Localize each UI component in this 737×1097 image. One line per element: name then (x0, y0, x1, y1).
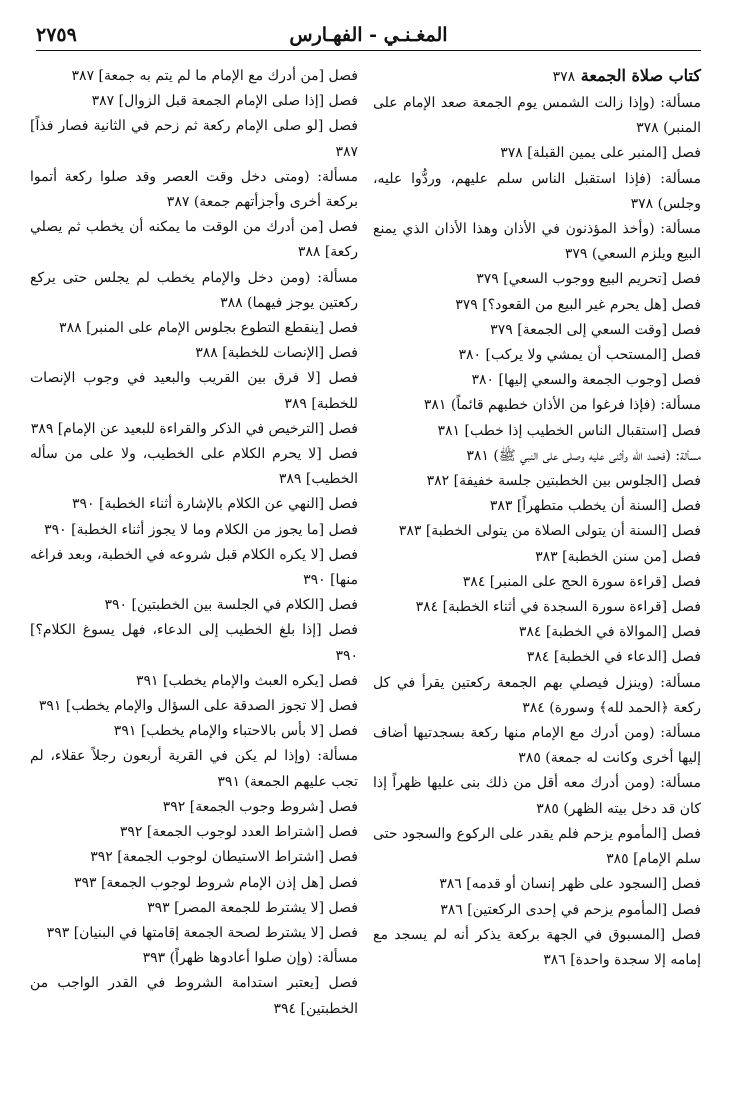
entry-page-ref: ٣٨١ (466, 447, 489, 464)
entry-page-ref: ٣٨٣ (535, 548, 558, 565)
index-entry (373, 721, 701, 771)
index-entry (373, 141, 701, 166)
right-column (373, 64, 701, 1079)
index-entry (30, 366, 358, 416)
entry-text: فصل [إذا صلى الإمام الجمعة قبل الزوال] (118, 93, 358, 110)
index-entry (373, 267, 701, 292)
entry-page-ref: ٣٩٣ (147, 899, 170, 916)
index-entry (30, 442, 358, 492)
entry-text: فصل [المنبر على يمين القبلة] (527, 145, 701, 162)
entry-text: فصل [وقت السعي إلى الجمعة] (517, 321, 701, 338)
index-entry (373, 444, 701, 469)
index-entry (30, 316, 358, 341)
entry-text: فصل [من أدرك مع الإمام ما لم يتم به جمعة] (98, 68, 358, 84)
entry-page-ref: ٣٨٤ (518, 624, 542, 641)
index-entry (30, 215, 358, 265)
entry-page-ref: ٣٨٣ (489, 498, 513, 515)
index-entry (373, 595, 701, 620)
entry-text: فصل [يكره العبث والإمام يخطب] (163, 672, 358, 689)
entry-page-ref: ٣٩٠ (71, 496, 95, 513)
entry-text: مسألة: (وإذا لم يكن في القرية أربعون رجلاً عقلاء، لم تجب عليهم الجمعة) (30, 748, 358, 790)
entry-page-ref: ٣٩٠ (335, 647, 358, 664)
entry-text: فصل [لا يحرم الكلام على الخطيب، ولا على من سأله الخطيب] (30, 446, 358, 488)
entry-page-ref: ٣٨٩ (284, 395, 307, 412)
chapter-title-text: كتاب صلاة الجمعة (580, 66, 701, 85)
index-entry (30, 694, 358, 719)
entry-text: فصل [ما يجوز من الكلام وما لا يجوز أثناء الخطبة] (71, 521, 358, 538)
entry-text: فصل [لا فرق بين القريب والبعيد في وجوب الإنصات للخطبة] (30, 370, 358, 412)
entry-page-ref: ٣٨٥ (536, 800, 559, 817)
entry-text: مسألة: (ومن أدرك معه أقل من ذلك بنى عليها ظهراً إذا كان قد دخل بيته الظهر) (373, 775, 701, 817)
entry-page-ref: ٣٨٨ (297, 244, 321, 261)
entry-text: مسألة: (ومن أدرك مع الإمام منها ركعة بسجدتيها أضاف إليها أخرى وكانت له جمعة) (373, 725, 701, 767)
index-entry (373, 519, 701, 544)
entry-page-ref: ٣٨٧ (166, 194, 190, 211)
entry-text: فصل [لا يشترط للجمعة المصر] (174, 899, 358, 916)
entry-page-ref: ٣٨٧ (335, 143, 358, 160)
index-entry (373, 645, 701, 670)
index-entry (30, 518, 358, 543)
entry-page-ref: ٣٩٣ (142, 950, 166, 967)
entry-page-ref: ٣٩١ (113, 723, 137, 740)
entry-text: فصل [ينقطع التطوع بجلوس الإمام على المنبر] (86, 320, 358, 337)
entry-text: مسألة: (فإذا استقبل الناس سلم عليهم، وردُّوا عليه، وجلس) (373, 170, 701, 212)
entry-text: فصل [استقبال الناس الخطيب إذا خطب] (464, 422, 701, 439)
entry-text: فصل [الكلام في الجلسة بين الخطبتين] (131, 597, 358, 614)
index-entry (30, 820, 358, 845)
running-title: المغـنـي - الفهـارس (289, 24, 448, 46)
entry-page-ref: ٣٧٨ (500, 145, 523, 162)
entry-text: فصل [السجود على ظهر إنسان أو قدمه] (466, 876, 701, 893)
index-entry (30, 165, 358, 215)
entry-page-ref: ٣٨٩ (30, 420, 54, 437)
entry-page-ref: ٣٩٠ (303, 572, 326, 589)
index-columns (30, 64, 701, 1079)
index-entry (373, 771, 701, 821)
entry-text: فصل [لو صلى الإمام ركعة ثم زحم في الثانية فصار فذاً] (30, 118, 358, 135)
entry-text: فصل [لا يكره الكلام قبل شروعه في الخطبة، وبعد فراغه منها] (30, 546, 358, 589)
entry-text: مسألة: (وإن صلوا أعادوها ظهراً) (169, 950, 358, 967)
entry-page-ref: ٣٨٤ (462, 573, 486, 590)
index-entry (30, 921, 358, 946)
entry-page-ref: ٣٨٨ (220, 294, 243, 311)
page-header (36, 22, 701, 51)
entry-text: فصل [الترخيص في الذكر والقراءة للبعيد عن الإمام] (57, 420, 358, 437)
index-entry (30, 417, 358, 442)
entry-page-ref: ٣٩٢ (119, 824, 143, 841)
entry-page-ref: ٣٩٣ (73, 874, 97, 891)
entry-text: مسألة: (ومتى دخل وقت العصر وقد صلوا ركعة أتموا بركعة أخرى وأجزأتهم جمعة) (30, 168, 358, 211)
index-entry (30, 341, 358, 366)
page-number: ٢٧٥٩ (36, 24, 77, 46)
entry-page-ref: ٣٨١ (423, 397, 447, 414)
index-entry (30, 266, 358, 316)
entry-page-ref: ٣٧٨ (636, 120, 659, 137)
chapter-title (373, 64, 701, 89)
entry-text: فصل [الدعاء في الخطبة] (553, 649, 701, 666)
index-entry (373, 822, 701, 872)
entry-page-ref: ٣٨٧ (91, 93, 115, 110)
index-entry (30, 89, 358, 114)
index-entry (373, 217, 701, 267)
entry-text: مسألة: (وينزل فيصلي بهم الجمعة ركعتين يقرأ في كل ركعة ﴿الحمد لله﴾ وسورة) (373, 674, 701, 716)
entry-text: فصل [الموالاة في الخطبة] (545, 624, 701, 641)
entry-page-ref: ٣٨٠ (458, 347, 482, 364)
entry-text: فصل [السنة أن يخطب متطهراً] (516, 498, 701, 515)
entry-text: فصل [المأموم يزحم فلم يقدر على الركوع والسجود حتى سلم الإمام] (373, 825, 701, 868)
index-entry (373, 494, 701, 519)
entry-page-ref: ٣٧٩ (490, 321, 513, 338)
entry-page-ref: ٣٨٥ (518, 750, 541, 767)
index-entry (373, 570, 701, 595)
index-entry (373, 923, 701, 973)
entry-page-ref: ٣٧٩ (476, 271, 499, 288)
index-entry (30, 719, 358, 744)
entry-page-ref: ٣٧٩ (455, 296, 478, 313)
index-entry (373, 368, 701, 393)
entry-text: مسألة: (وإذا زالت الشمس يوم الجمعة صعد الإمام على المنبر) (373, 95, 701, 137)
entry-text: فصل [إذا بلغ الخطيب إلى الدعاء، فهل يسوغ الكلام؟] (30, 622, 358, 639)
index-entry (30, 946, 358, 971)
entry-text: فصل [المستحب أن يمشي ولا يركب] (485, 347, 701, 364)
index-entry (30, 618, 358, 668)
entry-page-ref: ٣٨٨ (195, 345, 218, 362)
entry-page-ref: ٣٩٠ (104, 597, 128, 614)
index-entry (30, 593, 358, 618)
entry-page-ref: ٣٨٧ (71, 68, 95, 84)
index-entry (373, 898, 701, 923)
entry-text: فصل [قراءة سورة السجدة في أثناء الخطبة] (442, 599, 701, 616)
entry-text: فصل [يعتبر استدامة الشروط في القدر الواجب من الخطبتين] (30, 975, 358, 1017)
left-column (30, 64, 358, 1079)
index-entry (373, 671, 701, 721)
entry-page-ref: ٣٨٦ (543, 951, 566, 968)
index-entry (373, 469, 701, 494)
entry-page-ref: ٣٩١ (217, 773, 240, 790)
index-entry (373, 293, 701, 318)
entry-text: فصل [قراءة سورة الحج على المنبر] (489, 573, 701, 590)
index-entry (30, 64, 358, 89)
entry-text: فصل [من سنن الخطبة] (562, 548, 701, 565)
entry-text: فصل [لا تجوز الصدقة على السؤال والإمام يخطب] (65, 698, 358, 715)
entry-page-ref: ٣٩١ (38, 698, 62, 715)
entry-page-ref: ٣٨٩ (278, 471, 302, 488)
entry-page-ref: ٣٨٣ (398, 523, 422, 540)
entry-page-ref: ٣٨٦ (439, 876, 462, 893)
entry-page-ref: ٣٩٣ (46, 924, 70, 941)
entry-page-ref: ٣٧٩ (564, 246, 588, 263)
index-entry (30, 795, 358, 820)
entry-text: فصل [السنة أن يتولى الصلاة من يتولى الخطبة] (425, 523, 701, 540)
index-entry (373, 393, 701, 418)
entry-text: فصل [من أدرك من الوقت ما يمكنه أن يخطب ثم يصلي ركعة] (30, 219, 358, 261)
index-entry (30, 669, 358, 694)
index-entry (30, 492, 358, 517)
index-entry (373, 91, 701, 141)
index-entry (30, 543, 358, 593)
entry-text: مسألة: (ومن دخل والإمام يخطب لم يجلس حتى يركع ركعتين يوجز فيهما) (30, 269, 358, 311)
entry-page-ref: ٣٨٥ (606, 851, 629, 868)
index-entry (373, 872, 701, 897)
entry-text: فصل [المسبوق في الجهة بركعة يذكر أنه لم يسجد مع إمامه إلا سجدة واحدة] (373, 926, 701, 968)
entry-text: فصل [الجلوس بين الخطبتين جلسة خفيفة] (453, 473, 701, 490)
entry-text: فصل [النهي عن الكلام بالإشارة أثناء الخطبة] (99, 496, 358, 513)
entry-page-ref: ٣٩١ (136, 672, 159, 689)
entry-page-ref: ٣٨٠ (471, 372, 495, 389)
entry-text: فصل [تحريم البيع ووجوب السعي] (503, 271, 701, 288)
entry-page-ref: ٣٩٠ (44, 521, 67, 538)
entry-text: مسألة: (فإذا فرغوا من الأذان خطبهم قائماً) (450, 397, 701, 414)
entry-page-ref: ٣٨٤ (526, 649, 550, 666)
entry-page-ref: ٣٨٢ (426, 473, 450, 490)
entry-text: فصل [شروط وجوب الجمعة] (189, 798, 358, 815)
index-entry (30, 114, 358, 164)
index-entry (30, 971, 358, 1021)
entry-page-ref: ٣٩٢ (162, 798, 186, 815)
entry-text: فصل [هل يحرم غير البيع من القعود؟] (482, 296, 701, 313)
index-entry (30, 871, 358, 896)
entry-text: فصل [الإنصات للخطبة] (222, 345, 358, 362)
entry-text: فصل [اشتراط الاستيطان لوجوب الجمعة] (117, 849, 358, 866)
index-entry (373, 167, 701, 217)
entry-text: مسألة: (وأخذ المؤذنون في الأذان وهذا الأذان الذي يمنع البيع ويلزم السعي) (373, 221, 701, 263)
entry-text: فصل [المأموم يزحم في إحدى الركعتين] (467, 901, 701, 918)
entry-page-ref: ٣٨٨ (59, 320, 82, 337)
entry-page-ref: ٣٨٤ (415, 599, 439, 616)
entry-text: فصل [هل إذن الإمام شروط لوجوب الجمعة] (100, 874, 358, 891)
index-entry (30, 744, 358, 794)
index-entry (373, 343, 701, 368)
entry-text: مسألة: (فحمد الله وأثنى عليه وصلى على النبي ﷺ) (493, 447, 701, 464)
index-entry (373, 545, 701, 570)
entry-text: فصل [وجوب الجمعة والسعي إليها] (498, 372, 701, 389)
entry-page-ref: ٣٩٤ (273, 1000, 297, 1017)
entry-page-ref: ٣٨٦ (440, 901, 463, 918)
entry-text: فصل [لا يشترط لصحة الجمعة إقامتها في البنيان] (73, 924, 358, 941)
entry-page-ref: ٣٩٢ (90, 849, 113, 866)
entry-page-ref: ٣٨١ (437, 422, 461, 439)
entry-page-ref: ٣٧٨ (630, 195, 654, 212)
index-entry (30, 896, 358, 921)
index-entry (30, 845, 358, 870)
entry-text: فصل [لا بأس بالاحتباء والإمام يخطب] (140, 723, 358, 740)
entry-page-ref: ٣٨٤ (522, 699, 545, 716)
index-entry (373, 318, 701, 343)
index-entry (373, 419, 701, 444)
chapter-page-ref: ٣٧٨ (552, 69, 576, 85)
entry-text: فصل [اشتراط العدد لوجوب الجمعة] (146, 824, 358, 841)
index-entry (373, 620, 701, 645)
